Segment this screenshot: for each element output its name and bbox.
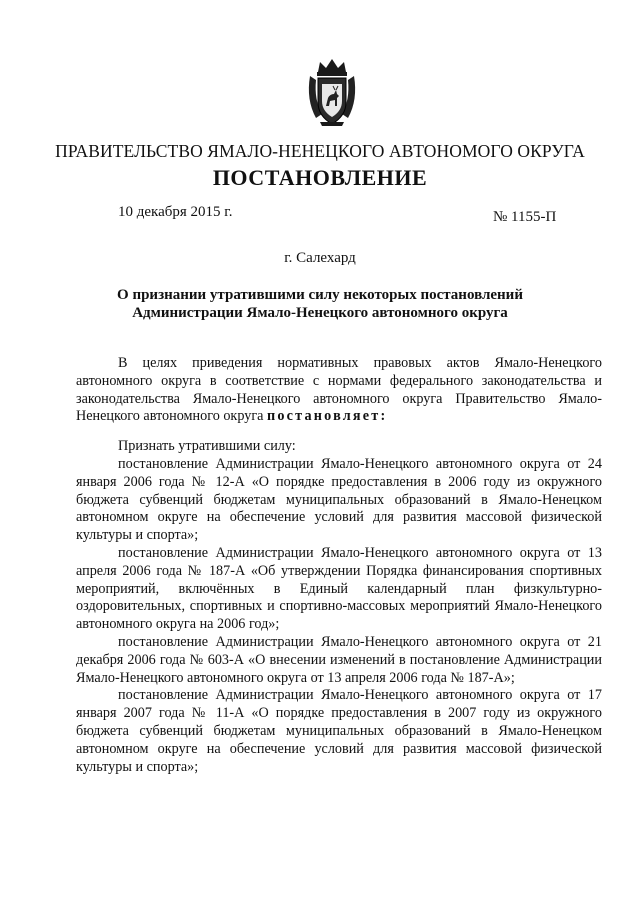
- intro-paragraph: Признать утратившими силу:: [118, 438, 296, 455]
- preamble-paragraph: [76, 355, 602, 426]
- list-item: постановление Администрации Ямало-Ненецкого автономного округа от 17 января 2007 года № 11-А «О порядке предоставления в 2007 году из окружного бюджета субвенций бюджетам муниципальных образований в Ямало-Ненецком автономном округе на обеспечение условий для развития массовой физической культуры и спорта»;: [76, 687, 602, 775]
- document-type: ПОСТАНОВЛЕНИЕ: [212, 165, 428, 190]
- list-item: постановление Администрации Ямало-Ненецкого автономного округа от 24 января 2006 года № 12-А «О порядке предоставления в 2006 году из окружного бюджета субвенций бюджетам муниципальных образований в Ямало-Ненецком автономном округе на обеспечение условий для развития массовой физической культуры и спорта»;: [76, 455, 602, 544]
- preamble-text: В целях приведения нормативных правовых актов Ямало-Ненецкого автономного округа в соответствие с нормами федерального законодательства и законодательства Ямало-Ненецкого автономного округа Правительство Ямало-Ненецкого автономного округа: [76, 355, 602, 425]
- document-date: 10 декабря 2015 г.: [118, 204, 233, 220]
- subject-line-2: Администрации Ямало-Ненецкого автономного округа: [132, 305, 508, 321]
- subject-line-1: О признании утратившими силу некоторых постановлений: [117, 287, 523, 303]
- government-title: ПРАВИТЕЛЬСТВО ЯМАЛО-НЕНЕЦКОГО АВТОНОМОГО ОКРУГА: [55, 141, 585, 161]
- document-number: № 1155-П: [493, 209, 557, 225]
- list-item: постановление Администрации Ямало-Ненецкого автономного округа от 21 декабря 2006 года № 603-А «О внесении изменений в постановление Администрации Ямало-Ненецкого автономного округа от 13 апреля 2006 года № 187-А»;: [76, 633, 602, 686]
- document-subject: [0, 286, 640, 322]
- list-item: постановление Администрации Ямало-Ненецкого автономного округа от 13 апреля 2006 года № 187-А «Об утверждении Порядка финансирования спортивных мероприятий, включённых в Единый календарный план физкультурно-оздоровительных, спортивных и спортивно-массовых мероприятий Ямало-Ненецкого автономного округа на 2006 год»;: [76, 544, 602, 633]
- document-body: [76, 355, 602, 776]
- coat-of-arms-icon: [306, 56, 358, 128]
- document-city: г. Салехард: [284, 250, 356, 266]
- decides-word: постановляет:: [266, 408, 388, 425]
